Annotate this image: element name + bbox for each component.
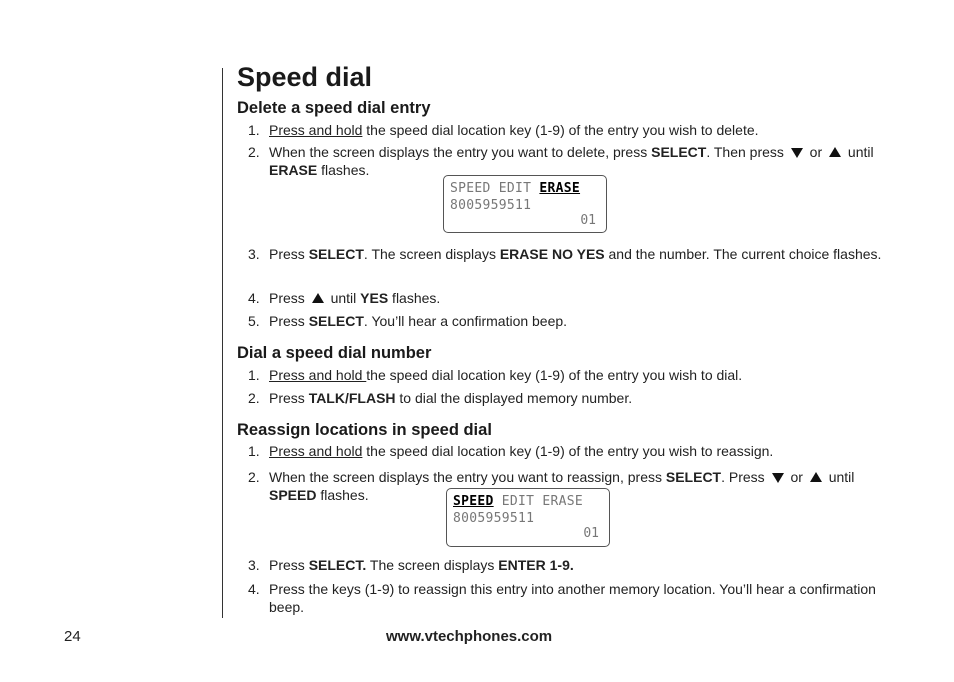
margin-rule [222,68,223,618]
press-and-hold-link: Press and hold [269,367,367,383]
up-arrow-icon [312,293,324,303]
press-and-hold-link: Press and hold [269,443,363,459]
down-arrow-icon [791,148,803,158]
lcd-display-erase: SPEED EDIT ERASE 8005959511 01 [443,175,607,233]
section-heading-reassign: Reassign locations in speed dial [237,421,492,439]
footer-url[interactable]: www.vtechphones.com [386,628,553,645]
up-arrow-icon [810,472,822,482]
lcd-display-speed: SPEED EDIT ERASE 8005959511 01 [446,488,610,547]
down-arrow-icon [772,473,784,483]
section-heading-delete: Delete a speed dial entry [237,99,431,117]
page-title: Speed dial [237,62,373,92]
up-arrow-icon [829,147,841,157]
page-number: 24 [64,628,81,645]
section-heading-dial: Dial a speed dial number [237,344,432,362]
press-and-hold-link: Press and hold [269,122,363,138]
